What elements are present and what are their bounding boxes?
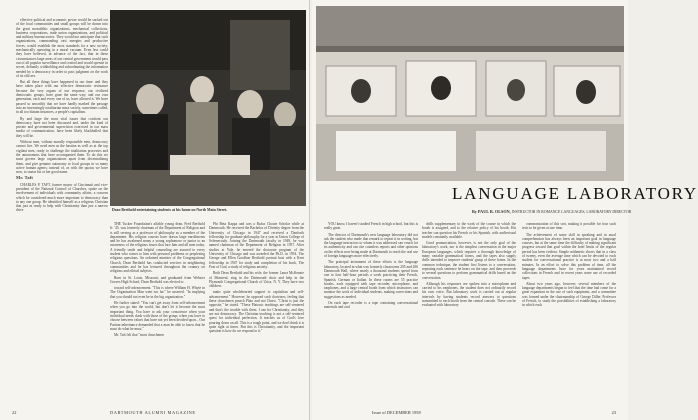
paragraph: The achievement of some skill in speaking and in aural comprehension has always been an important goal in language courses, but at the same time the difficulty of making significant progress toward that goal within the brief limits of the regular period has been evident. Simple arithmetic shows that in a class of twenty, even the average time which can be devoted to each student for conversational practice is at most two and a half minutes. In an effort to solve this problem of time, all the language departments have for years maintained record collections in French and in recent years some use of recorded tapes. [522,232,616,280]
paragraph: Without men, without morally responsible men, democracy cannot live. We need men as the bastion as well as at the top vigilant men, ready to challenge the totalitarian processes and the autonomous that have accompanied them. To do this we must govern large organizations apart from decentralizing them, and give genuine autonomy to local groups in so many active human agents; instead of, as with the quotas we have now, to smear his or her good name. [16,140,108,175]
paragraph: By and large the most vital issues that confront our democracy have not been discussed and, under the kind of private and governmental supervision exercised in our mass media of communication, have been likely blackballed that they will be. [16,116,108,138]
right-page [312,0,698,420]
paragraph: On each tape recorder is a tape containing conversational materials and oral [324,301,418,310]
left-column-2 [110,222,205,402]
paragraph: Born in St. Louis, Missouri, and graduated from Webster Groves High School, Dean Berthold was elected to [110,275,205,284]
left-column-3 [209,222,304,402]
right-column-1 [324,222,418,402]
paragraph: About two years ago, however, several members of the language departments began to feel that the time had come for a great expansion in the use of such equipment, and a committee was formed under the chairmanship of George Diller. Professor of French, to study the possibilities of establishing a laboratory in which each [522,281,616,308]
right-column-3 [522,222,616,402]
paragraph: YOU know, I haven't studied French in high school, but this is really great. [324,222,418,231]
paragraph: drills supplementary to the work of the course in which the booth is assigned, and to the relative policy of his booth. His teacher can question his French or his Spanish, with audiovisual models constantly available. [422,222,516,239]
magazine-name: DARTMOUTH ALUMNI MAGAZINE [110,410,196,415]
paragraph: The principal instrument of these efforts is the language laboratory, located in what was formerly classrooms 205 and 206 Dartmouth Hall, where nearly a thousand students spend from one to four half-hour periods a week practicing their French, Spanish, German or Italian. In these rooms are 55 practice booths, each equipped with tape recorder, microphone, and earphones, and a large central booth from which instructors can monitor the work of individual students, making corrections and suggestions as needed. [324,260,418,299]
photo-dean-berthold-students [110,10,306,206]
paragraph: make quite wholehearted support to capitalism and self-advancement." However, he opposed such doctrines, feeling that these churchmen preach Plato and not Christ. "Christ is just the opposite," he stated. "These Platonic teachings are self-centered and that's the trouble with them. I am for Christianity, and they are not democracy. The Christian teaching is not a self-centered quest for individual perfection. It teaches us of God's love pouring down on all. This is a tough point, and we don't think it is quite right at times. But this is Christianity, and the important question is how do we respond to it." [209,290,304,334]
paragraph: Both Dean Berthold and his wife, the former Laura McKenzie of Montreal, sing in the Dartmouth choir and help in the Plymouth Congregational Church of Utica, N. Y. They have two children. [209,271,304,289]
left-column-1 [16,18,108,403]
article-byline [472,209,632,214]
photo-image [316,6,624,181]
byline-author: By PAUL R. OLSON, [472,209,511,214]
paragraph: Good pronunciation, however, is not the only goal of the laboratory's work, nor is the simplest conversation in the major European languages, which requires a thorough knowledge of many variable grammatical forms, and the tapes also supply drills intended to improve students' grasp of these forms. In the common technique, the student first listens to a conversation, repeating each sentence he hears on the tape, and then proceeds to several questions to perform grammatical drills based on the conversation. [422,241,516,280]
paragraph: He further stated: "You can't get away from self-advancement when you go into the world, but don't let it become the most important thing. You have to ask your conscience when your individual needs clash with those of the group; when you have to choose between values that have not yet been decided upon... Our Puritan inheritance demanded that a man be able to know that he must do what he must." [110,301,205,331]
right-column-2 [422,222,516,402]
page-number-left: 22 [12,410,17,415]
left-page [0,0,310,420]
paragraph: toward self-advancement. "This is where William H. Whyte in The Organization Man went too far." he asserted. "In implying that you should not even be in the big organization." [110,286,205,299]
paragraph: CHARLES P. TAFT, former mayor of Cincinnati and vice-president of the National Council of Churches, spoke on the involvement of individuals with community affairs, a concern which he considered much more important to democracy than to any one group. He identified himself as a religious Christian that just as ready to help with Christianity than just a narrow drive [16,182,108,213]
paragraph: The director of Dartmouth's new language laboratory did not ask the student who made that remark to repeat it in writing, but the language instructors to whom it was addressed can vouch for its authenticity and can cite countless reports and other opinions on the effects now being made at Dartmouth to reach the oral use of foreign languages more effectively. [324,232,418,259]
page-number-right: 23 [611,410,616,415]
photo-language-laboratory [316,6,624,181]
article-headline: LANGUAGE LABORATORY [452,184,698,203]
paragraph: effective political and economic power would be sucked out of the local communities and small groups will be drawn into the great monolithic organizations, mechanical collections, business corporations, trade union organizations, and political and military bureaucracies. They would not anticipate that such organizations, commanding vast energies and productive forces, would establish the most standards for a new society, mechanically operating in a moral vacuum. Even less could they have believed, in advance of the fact, that in these circumstances large areas of our central government would pass out of all popular surveillance and control and would operate in secret, defiantly withholding and subordinating the information needed by a democracy in order to pass judgment on the work of its officers. [16,18,108,78]
paragraph: Phi Beta Kappa and was a Rufus Choate Scholar while at Dartmouth. He received the Bachelor of Divinity degree from the University of Chicago in 1947 and received a Danforth fellowship for graduate philosophy for a year at Union College of Schenectady. Joining the Dartmouth faculty in 1949, he was named chairman of the Department of Religion in 1957. After studies at Yale, he entered the doctorate program of the University of Chicago and was awarded the Ph.D. in 1954. The George and Ellen Goodhue Berthold portrait bust with a Kent fellowship in 1947 for study and completion of his book, The Fear of God, a study of religious anxiety. [209,222,304,269]
paragraph: THE Tucker Foundation's affable young dean, Fred Berthold Jr. '45, was formerly chairman of the Department of Religion and is still serving as a professor of philosophy as a member of the department. His religion courses have drawn large enrollments and he has awakened many a young sophomore or junior to an awareness of the religious issues that face him and all men today. A friendly smile and helpful counseling are assured to every student who comes to him with personal problems or perplexing religious questions. An ordained minister of the Congregational Church, Dean Berthold has conducted services in neighboring communities and he has lectured throughout the country on religious and ethical subjects. [110,222,205,274]
byline-title: INSTRUCTOR IN ROMANCE LANGUAGES, LABORATORY DIRECTOR [511,210,632,214]
photo-image [110,10,306,206]
paragraph: Although his responses are spoken into a microphone and carried to his earphones, the student does not ordinarily record his own voice. But laboratory work is carried out at regular intervals by having students record answers to questions transmitted to each booth from the central console. These can be evaluated with laboratory [422,281,516,308]
paragraph: communication of this sort, making it possible for four such tests to be given at one time. [522,222,616,231]
section-heading: Mr. Taft [16,175,34,181]
issue-date: Issue of DECEMBER 1958 [372,410,421,415]
paragraph: Mr. Taft felt that "most churchmen [114,333,164,338]
paragraph: But all these things have happened in our time: and they have taken place with our effective democratic resistance because the very organs of our response, our civilized democratic groups, have gone the same way; and our own generation, each and every one of us, have allowed it. We have passed so smoothly that we have hardly marked the passage into an increasingly totalitarian mass society, sometimes called, in all too blatant instances, a people's capitalism. [16,80,108,115]
photo-caption: Dean Berthold entertaining students at his home on North Main Street. [112,208,228,212]
